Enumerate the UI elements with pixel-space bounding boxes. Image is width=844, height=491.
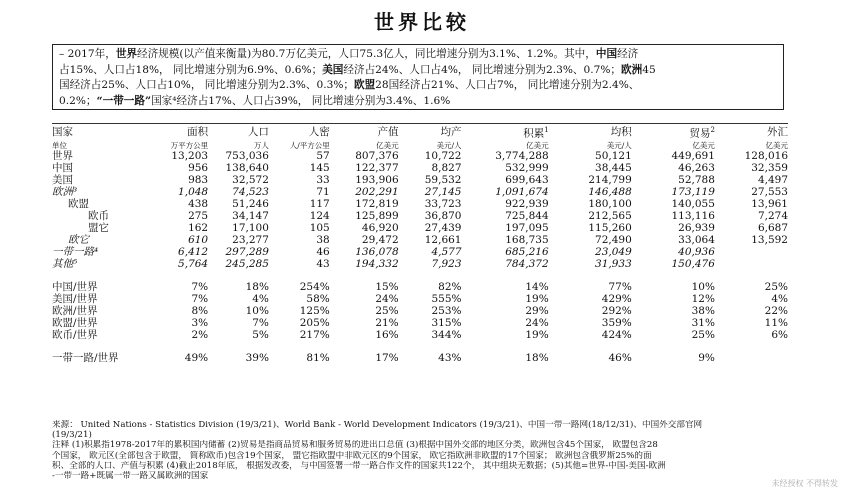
- table-row: [52, 162, 788, 174]
- spacer-row: [52, 270, 788, 281]
- data-cell: 25%: [691, 328, 715, 341]
- data-cell: 8,827: [431, 161, 462, 174]
- row-label: 其他⁵: [52, 257, 78, 270]
- data-cell: 13,592: [751, 233, 788, 246]
- row-label: 一带一路/世界: [52, 351, 119, 364]
- data-cell: 46: [316, 245, 330, 258]
- notes-line-3: 积、全部的人口、产值与积累 (4)截止2018年底， 根据发改委， 与中国签署一带一路合作文件的国家共122个， 其中组块无数据；(5)其他=世界-中国-美国-欧洲: [52, 460, 666, 471]
- data-cell: 38: [316, 233, 330, 246]
- data-cell: 10%: [245, 304, 269, 317]
- unit-cell: 单位: [52, 140, 67, 150]
- table-row: [52, 329, 788, 341]
- data-cell: 212,565: [588, 209, 632, 222]
- data-cell: 2%: [191, 328, 209, 341]
- data-cell: 344%: [431, 328, 462, 341]
- data-cell: 136,078: [355, 245, 399, 258]
- row-label: 欧它: [68, 233, 89, 246]
- data-cell: 217%: [299, 328, 330, 341]
- data-cell: 21%: [375, 316, 399, 329]
- data-cell: 922,939: [505, 197, 549, 210]
- row-label: 世界: [52, 149, 73, 162]
- unit-cell: 万人: [253, 140, 269, 150]
- watermark: 未经授权 不得转发: [771, 479, 838, 488]
- data-cell: 725,844: [505, 209, 549, 222]
- data-cell: 57: [316, 149, 330, 162]
- row-label: 欧币: [88, 209, 109, 222]
- data-cell: 43: [316, 257, 330, 270]
- data-cell: 38,445: [595, 161, 632, 174]
- data-cell: 140,055: [671, 197, 715, 210]
- data-cell: 753,036: [225, 149, 269, 162]
- data-cell: 214,799: [588, 173, 632, 186]
- data-cell: 17%: [375, 351, 399, 364]
- data-cell: 197,095: [505, 221, 549, 234]
- unit-cell: 美元/人: [436, 140, 462, 150]
- data-cell: 39%: [245, 351, 269, 364]
- data-cell: 4,497: [757, 173, 788, 186]
- spacer-row: [52, 341, 788, 352]
- data-cell: 81%: [306, 351, 330, 364]
- data-cell: 74,523: [232, 185, 269, 198]
- unit-cell: 亿美元: [765, 140, 788, 150]
- data-cell: 82%: [438, 280, 462, 293]
- summary-eu: 欧盟: [353, 79, 376, 91]
- data-cell: 292%: [601, 304, 632, 317]
- comparison-table: [52, 123, 788, 364]
- data-cell: 3,774,288: [495, 149, 549, 162]
- data-cell: 15%: [375, 280, 399, 293]
- data-cell: 34,147: [232, 209, 269, 222]
- data-cell: 6,412: [178, 245, 209, 258]
- data-cell: 7%: [191, 292, 209, 305]
- data-cell: 180,100: [588, 197, 632, 210]
- summary-line-2: 占15%、人口占18%， 同比增速分别为6.9%、0.6%；美国经济占24%、人口占4%， 同比增速分别为2.3%、0.7%；欧洲45: [59, 63, 656, 76]
- summary-china: 中国: [595, 48, 618, 60]
- data-cell: 11%: [764, 316, 788, 329]
- data-cell: 7,923: [431, 257, 462, 270]
- notes-line-4: -一带一路+既属一带一路又属欧洲的国家: [52, 471, 209, 482]
- row-label: 欧盟: [68, 197, 89, 210]
- header-cell: 人口: [247, 125, 269, 138]
- data-cell: 72,490: [595, 233, 632, 246]
- data-cell: 51,246: [232, 197, 269, 210]
- table-row: [52, 293, 788, 305]
- unit-cell: 美元/人: [606, 140, 632, 150]
- data-cell: 449,691: [671, 149, 715, 162]
- data-cell: 1,091,674: [495, 185, 549, 198]
- data-cell: 50,121: [595, 149, 632, 162]
- data-cell: 71: [316, 185, 330, 198]
- data-cell: 359%: [601, 316, 632, 329]
- summary-usa: 美国: [322, 63, 344, 76]
- data-cell: 46%: [608, 351, 632, 364]
- data-cell: 4%: [252, 292, 269, 305]
- data-cell: 125%: [299, 304, 330, 317]
- data-cell: 46,920: [361, 221, 399, 234]
- data-cell: 194,332: [355, 257, 399, 270]
- data-cell: 124: [309, 209, 330, 222]
- row-label: 中国/世界: [52, 280, 98, 293]
- data-cell: 699,643: [505, 173, 549, 186]
- data-cell: 113,116: [671, 209, 715, 222]
- data-cell: 77%: [608, 280, 632, 293]
- data-cell: 27,439: [424, 221, 462, 234]
- data-cell: 6,687: [757, 221, 788, 234]
- row-label: 中国: [52, 161, 73, 174]
- data-cell: 983: [188, 173, 209, 186]
- data-cell: 9%: [698, 351, 715, 364]
- data-cell: 315%: [431, 316, 462, 329]
- data-cell: 162: [188, 221, 209, 234]
- data-cell: 168,735: [505, 233, 549, 246]
- data-cell: 25%: [764, 280, 788, 293]
- data-cell: 4,577: [431, 245, 462, 258]
- table-row: [52, 198, 788, 210]
- unit-cell: 亿美元: [692, 140, 715, 150]
- source-notes: [52, 420, 792, 481]
- header-cell: 面积: [187, 125, 209, 138]
- summary-bri: “一带一路”: [96, 94, 152, 107]
- table-unit-row: [52, 141, 788, 150]
- table-row: [52, 222, 788, 234]
- data-cell: 956: [188, 161, 209, 174]
- data-cell: 685,216: [505, 245, 549, 258]
- data-cell: 253%: [431, 304, 462, 317]
- summary-line-4: 0.2%；“一带一路”国家⁴经济占17%、人口占39%， 同比增速分别为3.4%、1.6%: [59, 94, 451, 107]
- data-cell: 6%: [771, 328, 788, 341]
- source-line-2: (19/3/21): [52, 430, 92, 441]
- data-cell: 13,203: [171, 149, 209, 162]
- header-cell: 均产: [440, 125, 462, 138]
- data-cell: 7,274: [757, 209, 788, 222]
- data-cell: 13,961: [751, 197, 788, 210]
- data-cell: 40,936: [678, 245, 715, 258]
- data-cell: 297,289: [225, 245, 269, 258]
- data-cell: 8%: [191, 304, 209, 317]
- unit-cell: 亿美元: [526, 140, 549, 150]
- summary-europe: 欧洲: [621, 63, 643, 76]
- source-line-1: 来源： United Nations - Statistics Division (19/3/21)、World Bank - World Development Indicators (19/3/21)、中国一带一路网(18/12/31)、中国外交部官网: [52, 420, 703, 430]
- header-cell: 贸易$^2$: [689, 126, 715, 140]
- row-label: 欧盟/世界: [52, 316, 98, 329]
- data-cell: 12%: [691, 292, 715, 305]
- unit-cell: 万平方公里: [170, 140, 209, 150]
- summary-box: [52, 44, 784, 110]
- data-cell: 23,049: [595, 245, 632, 258]
- data-cell: 32,359: [751, 161, 788, 174]
- row-label: 盟它: [88, 221, 109, 234]
- data-cell: 254%: [299, 280, 330, 293]
- data-cell: 4%: [771, 292, 788, 305]
- data-cell: 10%: [691, 280, 715, 293]
- data-cell: 117: [309, 197, 330, 210]
- table-row: [52, 150, 788, 162]
- data-cell: 5%: [252, 328, 269, 341]
- table-row: [52, 186, 788, 198]
- data-cell: 122,377: [355, 161, 399, 174]
- data-cell: [715, 258, 788, 270]
- header-cell: 国家: [52, 125, 73, 138]
- summary-line-1: – 2017年，世界经济规模(以产值来衡量)为80.7万亿美元，人口75.3亿人，同比增速分别为3.1%、1.2%。其中，中国经济: [59, 48, 639, 60]
- data-cell: 10,722: [424, 149, 462, 162]
- data-cell: 29%: [525, 304, 549, 317]
- data-cell: 205%: [299, 316, 330, 329]
- data-cell: 438: [188, 197, 209, 210]
- table-row: [52, 246, 788, 258]
- data-cell: 7%: [252, 316, 269, 329]
- data-cell: 38%: [691, 304, 715, 317]
- data-cell: 193,906: [355, 173, 399, 186]
- table-row: [52, 174, 788, 186]
- data-cell: 31,933: [595, 257, 632, 270]
- row-label: 一带一路⁴: [52, 245, 99, 258]
- data-cell: 610: [188, 233, 209, 246]
- header-cell: 外汇: [767, 125, 788, 138]
- notes-line-1: 注释 (1)积累指1978-2017年的累积国内储蓄 (2)贸易是指商品贸易和服务贸易的进出口总值 (3)根据中国外交部的地区分类，欧洲包含45个国家， 欧盟包含28: [52, 440, 658, 451]
- table-row: [52, 281, 788, 293]
- row-label: 美国: [52, 173, 73, 186]
- data-cell: 146,488: [588, 185, 632, 198]
- data-cell: 32,572: [232, 173, 269, 186]
- unit-cell: 亿美元: [376, 140, 399, 150]
- data-cell: 18%: [245, 280, 269, 293]
- data-cell: 24%: [375, 292, 399, 305]
- data-cell: 784,372: [505, 257, 549, 270]
- data-cell: 173,119: [671, 185, 715, 198]
- data-cell: 33,064: [678, 233, 715, 246]
- header-cell: 均积: [610, 125, 632, 138]
- row-label: 美国/世界: [52, 292, 98, 305]
- data-cell: 202,291: [355, 185, 399, 198]
- data-cell: 24%: [525, 316, 549, 329]
- data-cell: 46,263: [678, 161, 715, 174]
- data-cell: 19%: [525, 328, 549, 341]
- header-footnote-mark: 1: [544, 126, 549, 134]
- header-cell: 积累$^1$: [523, 126, 549, 140]
- data-cell: 172,819: [355, 197, 399, 210]
- data-cell: 532,999: [505, 161, 549, 174]
- data-cell: 14%: [525, 280, 549, 293]
- unit-cell: 人/平方公里: [289, 140, 330, 150]
- data-cell: 138,640: [225, 161, 269, 174]
- data-cell: 3%: [191, 316, 209, 329]
- data-cell: 12,661: [424, 233, 462, 246]
- header-cell: 产值: [377, 125, 399, 138]
- data-cell: 27,145: [424, 185, 462, 198]
- data-cell: 19%: [525, 292, 549, 305]
- data-cell: 26,939: [678, 221, 715, 234]
- data-cell: 105: [309, 221, 330, 234]
- data-cell: 49%: [184, 351, 209, 364]
- table-row: [52, 305, 788, 317]
- data-cell: 17,100: [232, 221, 269, 234]
- data-cell: 16%: [375, 328, 399, 341]
- page-title: 世界比较: [374, 10, 470, 34]
- data-cell: 22%: [764, 304, 788, 317]
- table-row: [52, 317, 788, 329]
- data-cell: [715, 352, 788, 364]
- data-cell: 29,472: [361, 233, 399, 246]
- row-label: 欧洲³: [52, 185, 78, 198]
- table-row: [52, 258, 788, 270]
- data-cell: 125,899: [355, 209, 399, 222]
- row-label: 欧币/世界: [52, 328, 98, 341]
- data-cell: 1,048: [178, 185, 209, 198]
- data-cell: 23,277: [232, 233, 269, 246]
- data-cell: 807,376: [355, 149, 399, 162]
- data-cell: 52,788: [678, 173, 715, 186]
- data-cell: 424%: [601, 328, 632, 341]
- data-cell: 58%: [306, 292, 330, 305]
- row-label: 欧洲/世界: [52, 304, 98, 317]
- data-cell: 145: [309, 161, 330, 174]
- data-cell: 5,764: [178, 257, 209, 270]
- data-cell: 31%: [691, 316, 715, 329]
- data-cell: 43%: [438, 351, 462, 364]
- data-cell: [715, 246, 788, 258]
- data-cell: 7%: [191, 280, 209, 293]
- data-cell: 275: [188, 209, 209, 222]
- data-cell: 128,016: [744, 149, 788, 162]
- data-cell: 115,260: [588, 221, 632, 234]
- notes-line-2: 个国家， 欧元区(全部包含于欧盟， 简称欧币)包含19个国家， 盟它指欧盟中非欧元区的9个国家， 欧它指欧洲非欧盟的17个国家； 欧洲包含俄罗斯25%的面: [52, 450, 652, 461]
- data-cell: 36,870: [424, 209, 462, 222]
- data-cell: 150,476: [671, 257, 715, 270]
- data-cell: 33: [316, 173, 330, 186]
- table-header-row: [52, 124, 788, 141]
- summary-line-3: 国经济占25%、人口占10%， 同比增速分别为2.3%、0.3%；欧盟28国经济占21%、人口占7%， 同比增速分别为2.4%、: [59, 79, 640, 91]
- header-footnote-mark: 2: [710, 126, 715, 134]
- data-cell: 429%: [601, 292, 632, 305]
- header-cell: 人密: [308, 125, 330, 138]
- summary-world: 世界: [115, 48, 137, 60]
- data-cell: 27,553: [751, 185, 788, 198]
- data-cell: 555%: [431, 292, 462, 305]
- data-cell: 18%: [525, 351, 549, 364]
- table-row: [52, 210, 788, 222]
- data-cell: 25%: [375, 304, 399, 317]
- table-row: [52, 352, 788, 364]
- table-row: [52, 234, 788, 246]
- data-cell: 33,723: [424, 197, 462, 210]
- data-cell: 59,532: [424, 173, 462, 186]
- data-cell: 245,285: [225, 257, 269, 270]
